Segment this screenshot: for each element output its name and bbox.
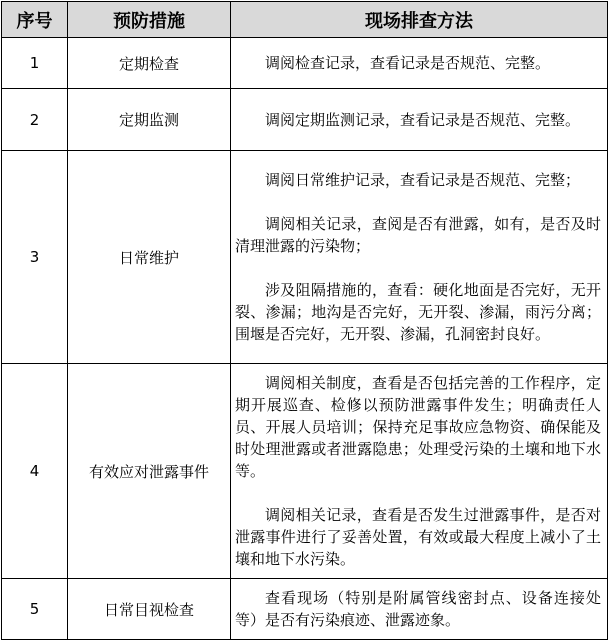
row-index: 1 [2, 38, 68, 89]
method-paragraph: 调阅日常维护记录，查看记录是否规范、完整； [265, 171, 581, 189]
row-method [231, 89, 608, 151]
row-index: 2 [2, 89, 68, 151]
row-measure: 有效应对泄露事件 [68, 364, 231, 579]
header-measure: 预防措施 [68, 2, 231, 38]
method-paragraph: 调阅相关制度，查看是否包括完善的工作程序，定期开展巡查、检修以预防泄露事件发生；明确责任人员、开展人员培训；保持充足事故应急物资、确保能及时处理泄露或者泄露隐患；处理受污染的土壤和地下水等。 [235, 374, 601, 480]
table-row [2, 364, 608, 579]
table-row [2, 38, 608, 89]
method-paragraph: 调阅定期监测记录，查看记录是否规范、完整。 [265, 110, 581, 129]
row-method [231, 579, 608, 640]
table-row [2, 89, 608, 151]
row-method [231, 151, 608, 364]
method-paragraph: 涉及阻隔措施的，查看：硬化地面是否完好，无开裂、渗漏；地沟是否完好，无开裂、渗漏，雨污分离；围堰是否完好，无开裂、渗漏，孔洞密封良好。 [235, 281, 601, 343]
row-measure: 定期检查 [68, 38, 231, 89]
row-measure: 定期监测 [68, 89, 231, 151]
method-paragraph: 查看现场（特别是附属管线密封点、设备连接处等）是否有污染痕迹、泄露迹象。 [235, 589, 601, 629]
row-index: 4 [2, 364, 68, 579]
table-row [2, 151, 608, 364]
table-row [2, 579, 608, 640]
row-index: 5 [2, 579, 68, 640]
method-paragraph: 调阅相关记录，查阅是否有泄露，如有，是否及时清理泄露的污染物； [235, 215, 601, 255]
inspection-table [1, 1, 608, 640]
method-paragraph: 调阅相关记录，查看是否发生过泄露事件，是否对泄露事件进行了妥善处置，有效或最大程度上减小了土壤和地下水污染。 [235, 506, 601, 568]
header-row [2, 2, 608, 38]
row-method [231, 38, 608, 89]
row-measure: 日常目视检查 [68, 579, 231, 640]
row-index: 3 [2, 151, 68, 364]
header-method: 现场排查方法 [231, 2, 608, 38]
row-measure: 日常维护 [68, 151, 231, 364]
header-index: 序号 [2, 2, 68, 38]
row-method [231, 364, 608, 579]
method-paragraph: 调阅检查记录，查看记录是否规范、完整。 [265, 54, 551, 72]
